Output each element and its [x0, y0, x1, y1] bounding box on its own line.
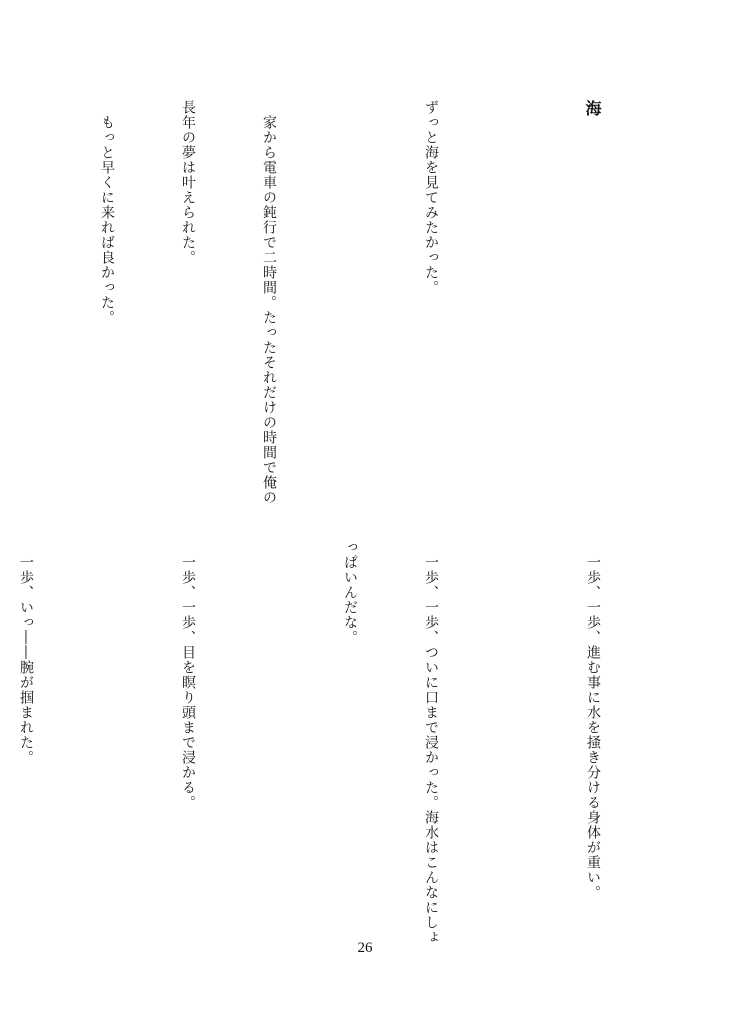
page-number: 26 — [357, 940, 373, 956]
text-line — [93, 540, 120, 940]
text-line: 一歩、いっ――腕が掴まれた。 — [18, 540, 34, 765]
text-line — [336, 100, 363, 500]
text-line: もっと早くに来れば良かった。 — [99, 100, 115, 325]
text-line — [255, 540, 282, 940]
text-block-top — [0, 100, 660, 505]
text-block-bottom — [0, 540, 660, 945]
text-line — [498, 100, 525, 500]
text-line: っぱいんだな。 — [342, 540, 358, 645]
text-line: ずっと海を見てみたかった。 — [423, 100, 439, 295]
text-line — [12, 100, 39, 500]
text-line: 長年の夢は叶えられた。 — [180, 100, 196, 265]
text-line: 家から電車の鈍行で二時間。たったそれだけの時間で俺の — [261, 100, 277, 505]
story-title: 海 — [583, 100, 602, 117]
text-line: 一歩、一歩、進む事に水を掻き分ける身体が重い。 — [585, 540, 601, 900]
text-line: 一歩、一歩、ついに口まで浸かった。海水はこんなにしょ — [423, 540, 439, 945]
text-line: 一歩、一歩、目を瞑り頭まで浸かる。 — [180, 540, 196, 810]
text-line — [498, 540, 525, 940]
